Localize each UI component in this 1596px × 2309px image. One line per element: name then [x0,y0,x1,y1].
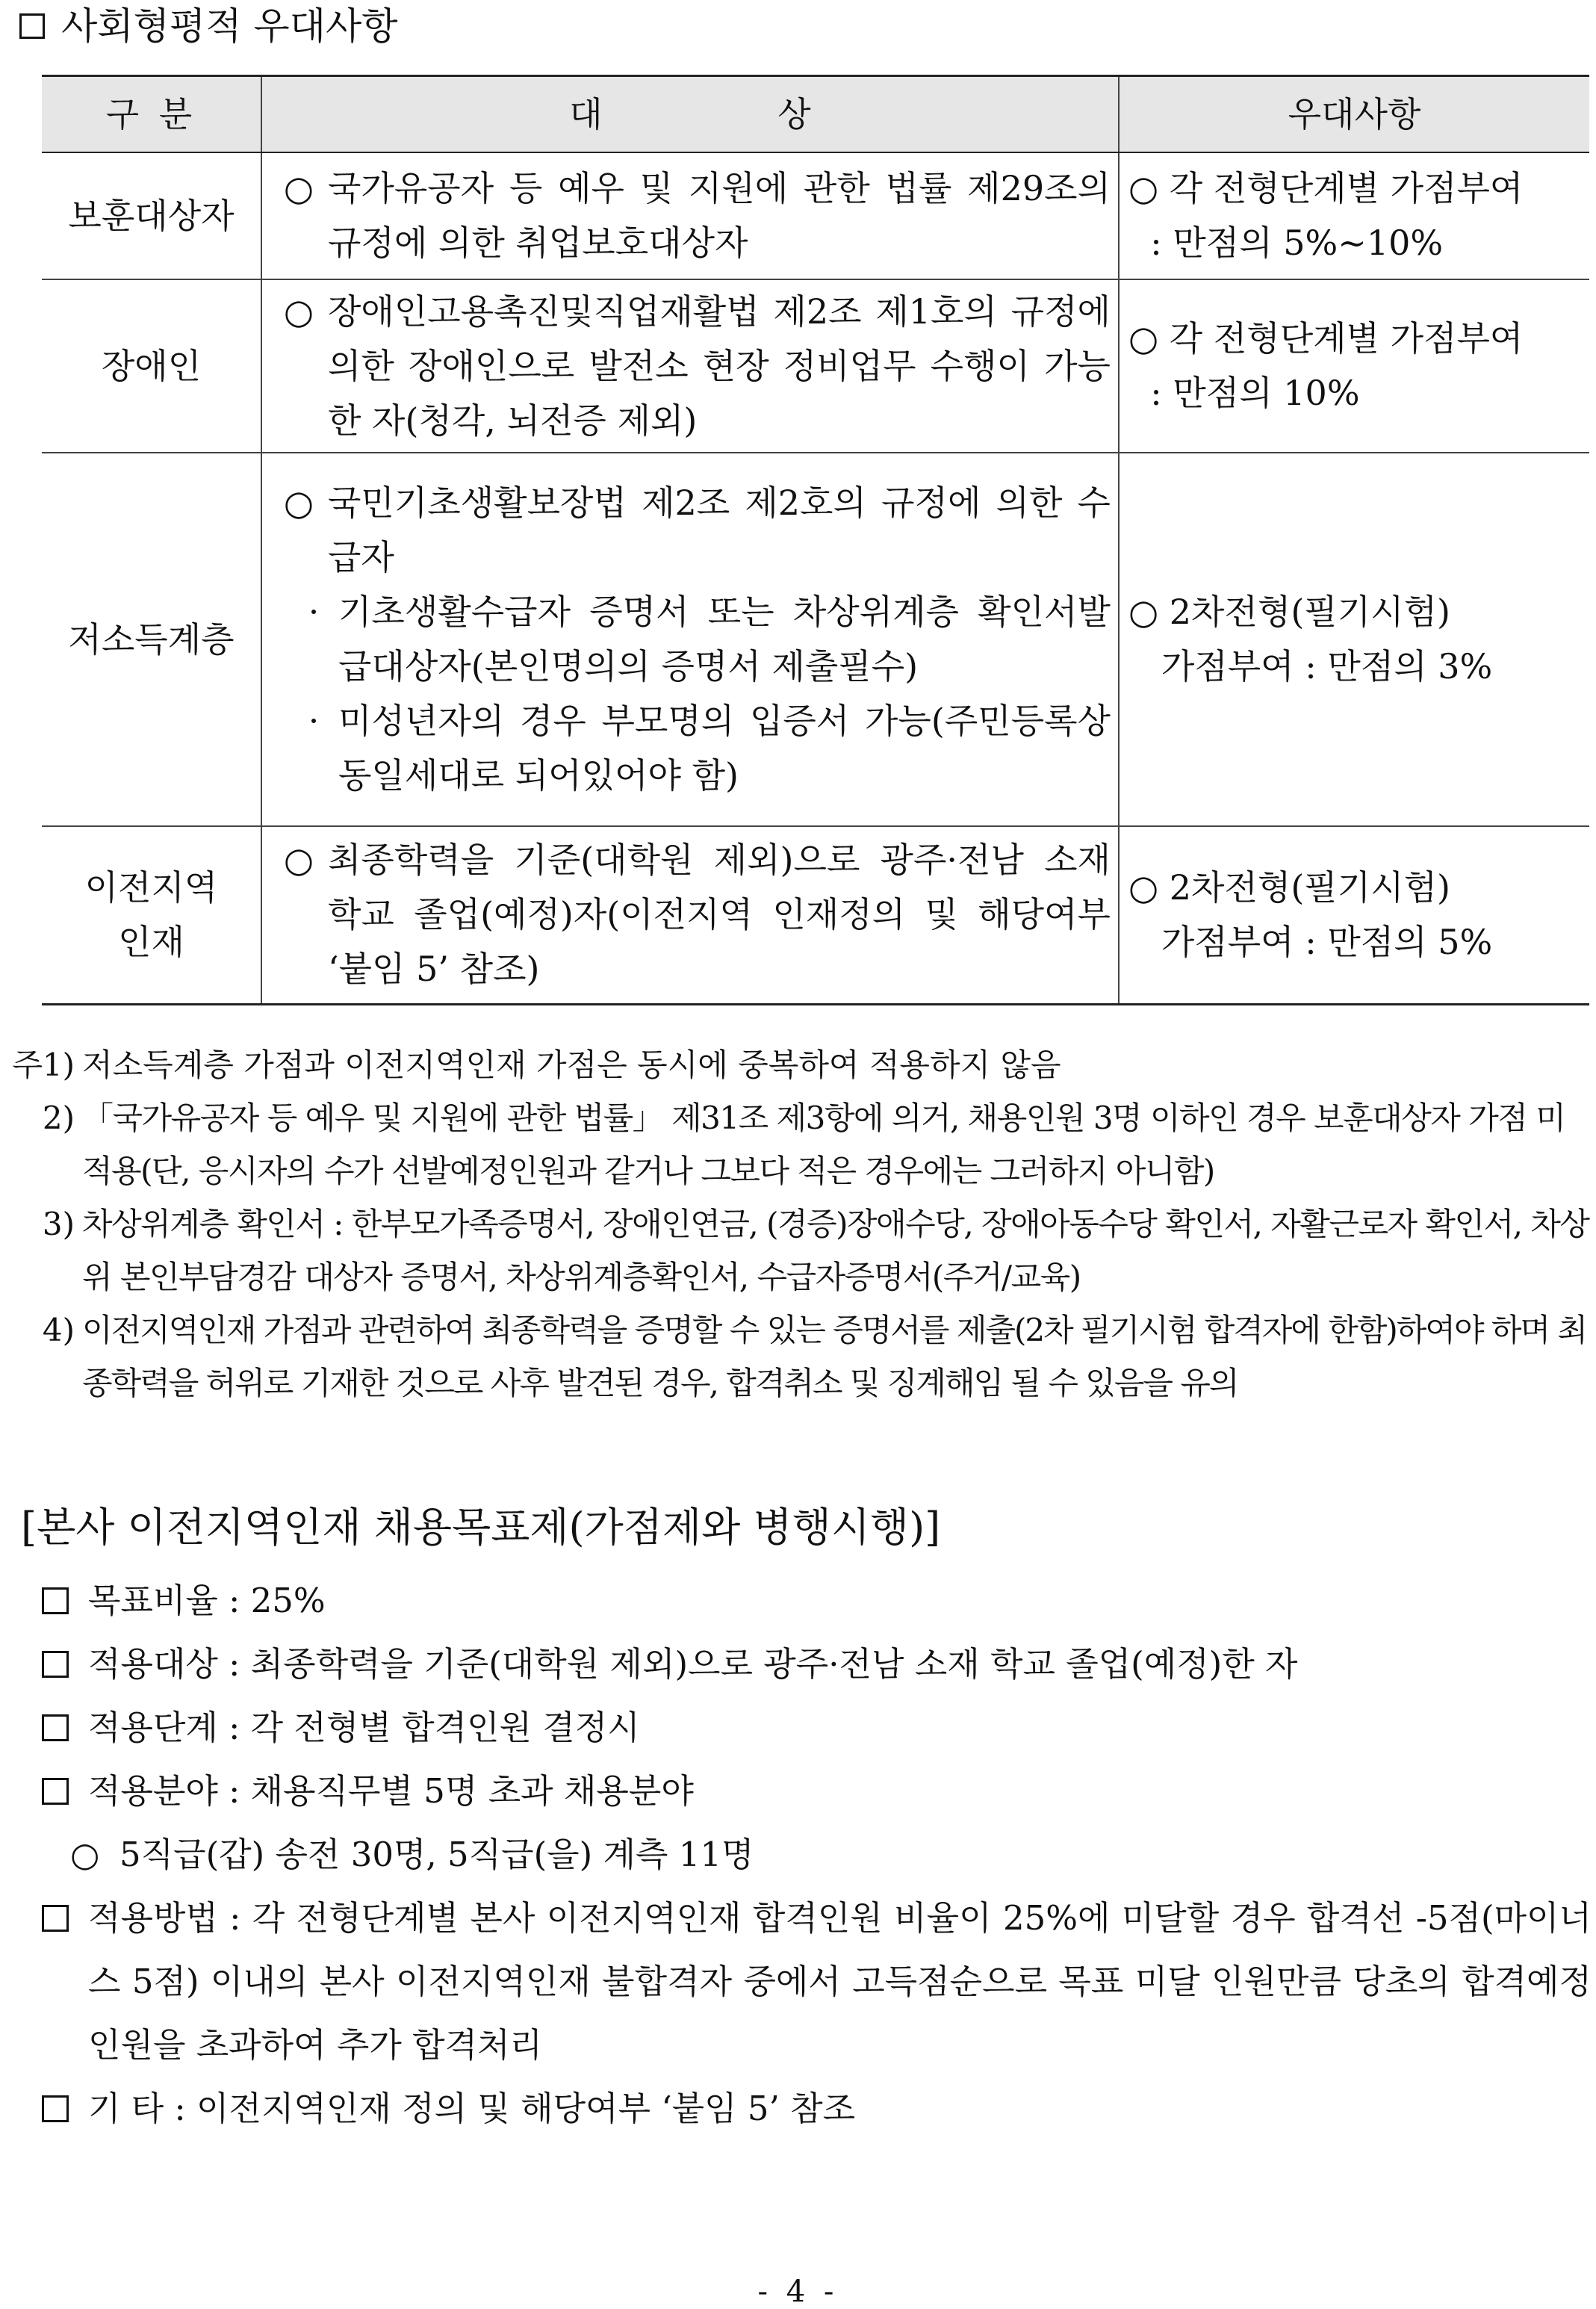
target-subitem [270,585,1111,694]
list-subitem-text: 5직급(갑) 송전 30명, 5직급(을) 계측 11명 [119,1835,754,1874]
target-text: 국민기초생활보장법 제2조 제2호의 규정에 의한 수급자 [328,483,1111,577]
header-benefit: 우대사항 [1119,76,1589,153]
target-subitem [270,694,1111,803]
list-item-text: 목표비율 : 25% [88,1581,326,1620]
checkbox-square-icon [42,2095,69,2122]
footnote-text: 차상위계층 확인서 : 한부모가족증명서, 장애인연금, (경증)장애수당, 장애아동수당 확인서, 자활근로자 확인서, 차상위 본인부담경감 대상자 증명서, 차상위계층확인서, 수급자증명서(주거/교육) [82,1206,1589,1295]
list-item [42,1759,1592,1823]
benefit-line: ○ 각 전형단계별 가점부여 [1128,168,1524,208]
list-item-text: 적용단계 : 각 전형별 합격인원 결정시 [88,1708,640,1747]
footnote-number: 주1) [12,1047,75,1083]
benefit-line: ○ 2차전형(필기시험) [1128,592,1450,632]
footnotes [0,1038,1591,1410]
row-targets [261,453,1119,826]
target-item [270,285,1111,448]
checkbox-square-icon [42,1587,69,1614]
row-targets [261,152,1119,279]
footnote [0,1304,1591,1410]
circle-bullet-icon: ○ [283,291,314,332]
row-targets [261,826,1119,1004]
benefit-line: 가점부여 : 만점의 3% [1128,646,1493,686]
benefit-line: : 만점의 10% [1128,373,1360,413]
list-item [42,1696,1592,1759]
checkbox-square-icon [42,1651,69,1678]
target-text: 국가유공자 등 예우 및 지원에 관한 법률 제29조의 규정에 의한 취업보호대상자 [328,168,1111,263]
header-target: 대 상 [261,76,1119,153]
footnote-number: 3) [42,1206,75,1242]
dot-bullet-icon: · [308,592,320,632]
checkbox-square-icon [42,1905,69,1932]
benefit-line: ○ 2차전형(필기시험) [1128,867,1450,908]
row-category: 장애인 [42,279,261,453]
circle-bullet-icon: ○ [283,840,314,881]
table-row [42,279,1589,453]
checkbox-square-icon [42,1778,69,1805]
subitem-text: 기초생활수급자 증명서 또는 차상위계층 확인서발급대상자(본인명의의 증명서 제출필수) [338,592,1111,686]
circle-bullet-icon: ○ [70,1835,100,1874]
header-category: 구 분 [42,76,261,153]
table-header-row [42,76,1589,153]
list-item-text: 적용방법 : 각 전형단계별 본사 이전지역인재 합격인원 비율이 25%에 미달할 경우 합격선 -5점(마이너스 5점) 이내의 본사 이전지역인재 불합격자 중에서 고득점순으로 목표 미달 인원만큼 당초의 합격예정인원을 초과하여 추가 합격처리 [88,1898,1592,2065]
target-item [270,161,1111,270]
benefit-line: : 만점의 5%~10% [1128,223,1444,263]
benefit-line: 가점부여 : 만점의 5% [1128,921,1493,962]
subitem-text: 미성년자의 경우 부모명의 입증서 가능(주민등록상 동일세대로 되어있어야 함) [338,701,1111,796]
table-row [42,152,1589,279]
checkbox-square-icon [42,1714,69,1741]
footnote [0,1038,1591,1091]
category-line: 이전지역 [84,867,218,908]
list-item-text: 기 타 : 이전지역인재 정의 및 해당여부 ‘붙임 5’ 참조 [88,2089,856,2128]
target-item [270,833,1111,997]
checkbox-square-icon [19,13,45,39]
row-category [42,826,261,1004]
footnote-number: 4) [42,1312,75,1348]
dot-bullet-icon: · [308,701,320,741]
row-category: 보훈대상자 [42,152,261,279]
target-item [270,476,1111,585]
list-item [42,1886,1592,2077]
footnote-text: 이전지역인재 가점과 관련하여 최종학력을 증명할 수 있는 증명서를 제출(2차 필기시험 합격자에 한함)하여야 하며 최종학력을 허위로 기재한 것으로 사후 발견된 경우, 합격취소 및 징계해임 될 수 있음을 유의 [82,1312,1586,1401]
list-item [42,1632,1592,1696]
footnote [0,1197,1591,1304]
list-item-text: 적용분야 : 채용직무별 5명 초과 채용분야 [88,1771,694,1811]
benefits-table [42,75,1589,1005]
row-benefit [1119,152,1589,279]
circle-bullet-icon: ○ [283,483,314,523]
row-targets [261,279,1119,453]
row-category: 저소득계층 [42,453,261,826]
list-item [42,1569,1592,1632]
footnote [0,1091,1591,1197]
subsection-heading: [본사 이전지역인재 채용목표제(가점제와 병행시행)] [21,1504,941,1551]
table-row [42,826,1589,1004]
target-text: 장애인고용촉진및직업재활법 제2조 제1호의 규정에 의한 장애인으로 발전소 현장 정비업무 수행이 가능한 자(청각, 뇌전증 제외) [328,291,1111,441]
circle-bullet-icon: ○ [283,168,314,208]
footnote-text: 「국가유공자 등 예우 및 지원에 관한 법률」 제31조 제3항에 의거, 채용인원 3명 이하인 경우 보훈대상자 가점 미적용(단, 응시자의 수가 선발예정인원과 같거나 그보다 적은 경우에는 그러하지 아니함) [82,1100,1565,1189]
benefit-line: ○ 각 전형단계별 가점부여 [1128,318,1524,359]
target-text: 최종학력을 기준(대학원 제외)으로 광주·전남 소재 학교 졸업(예정)자(이전지역 인재정의 및 해당여부 ‘붙임 5’ 참조) [328,840,1111,990]
list-item-text: 적용대상 : 최종학력을 기준(대학원 제외)으로 광주·전남 소재 학교 졸업(예정)한 자 [88,1644,1298,1684]
page-number: - 4 - [757,2275,839,2309]
row-benefit [1119,826,1589,1004]
section-title [19,0,398,52]
list-subitem [42,1823,1592,1886]
table-row [42,453,1589,826]
footnote-text: 저소득계층 가점과 이전지역인재 가점은 동시에 중복하여 적용하지 않음 [82,1047,1061,1083]
footnote-number: 2) [42,1100,75,1136]
section-title-text: 사회형평적 우대사항 [61,4,398,48]
row-benefit [1119,453,1589,826]
list-item [42,2077,1592,2140]
quota-items [42,1569,1592,2140]
row-benefit [1119,279,1589,453]
category-line: 인재 [118,921,184,962]
